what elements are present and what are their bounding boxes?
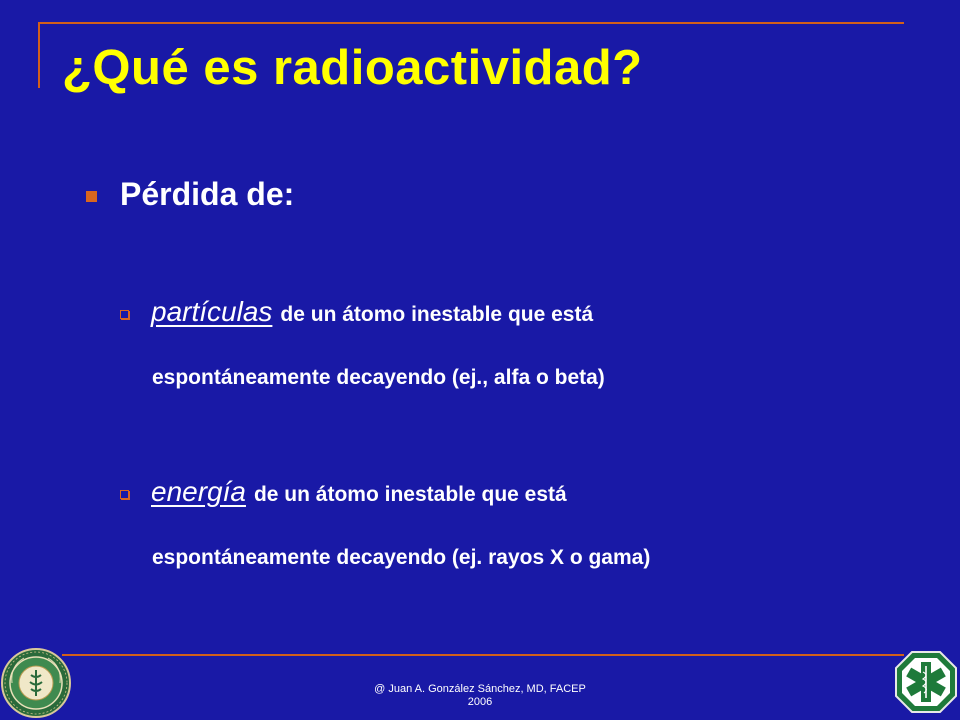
- bullet-square-icon: [86, 191, 97, 202]
- sub-bullet-particles: [120, 296, 920, 390]
- sub-bullet-energy: [120, 476, 920, 570]
- bottom-divider: [62, 654, 904, 656]
- keyword-particles: partículas: [151, 296, 273, 327]
- slide-title: ¿Qué es radioactividad?: [62, 41, 643, 95]
- main-bullet-text: Pérdida de:: [120, 176, 295, 212]
- keyword-energy: energía: [151, 476, 246, 507]
- footer-year: 2006: [467, 696, 493, 708]
- sub-bullet-continuation: espontáneamente decayendo (ej. rayos X o gama): [152, 546, 651, 569]
- hollow-square-icon: [120, 310, 129, 319]
- footer-credit: @ Juan A. González Sánchez, MD, FACEP: [374, 683, 586, 695]
- left-divider: [38, 22, 40, 88]
- hollow-square-icon: [120, 490, 129, 499]
- top-divider: [38, 22, 904, 24]
- footer: [0, 683, 960, 709]
- sub-bullet-text: de un átomo inestable que está: [253, 483, 567, 506]
- main-bullet: [86, 176, 294, 213]
- sub-bullet-continuation: espontáneamente decayendo (ej., alfa o beta): [152, 366, 605, 389]
- sub-bullet-text: de un átomo inestable que está: [280, 303, 594, 326]
